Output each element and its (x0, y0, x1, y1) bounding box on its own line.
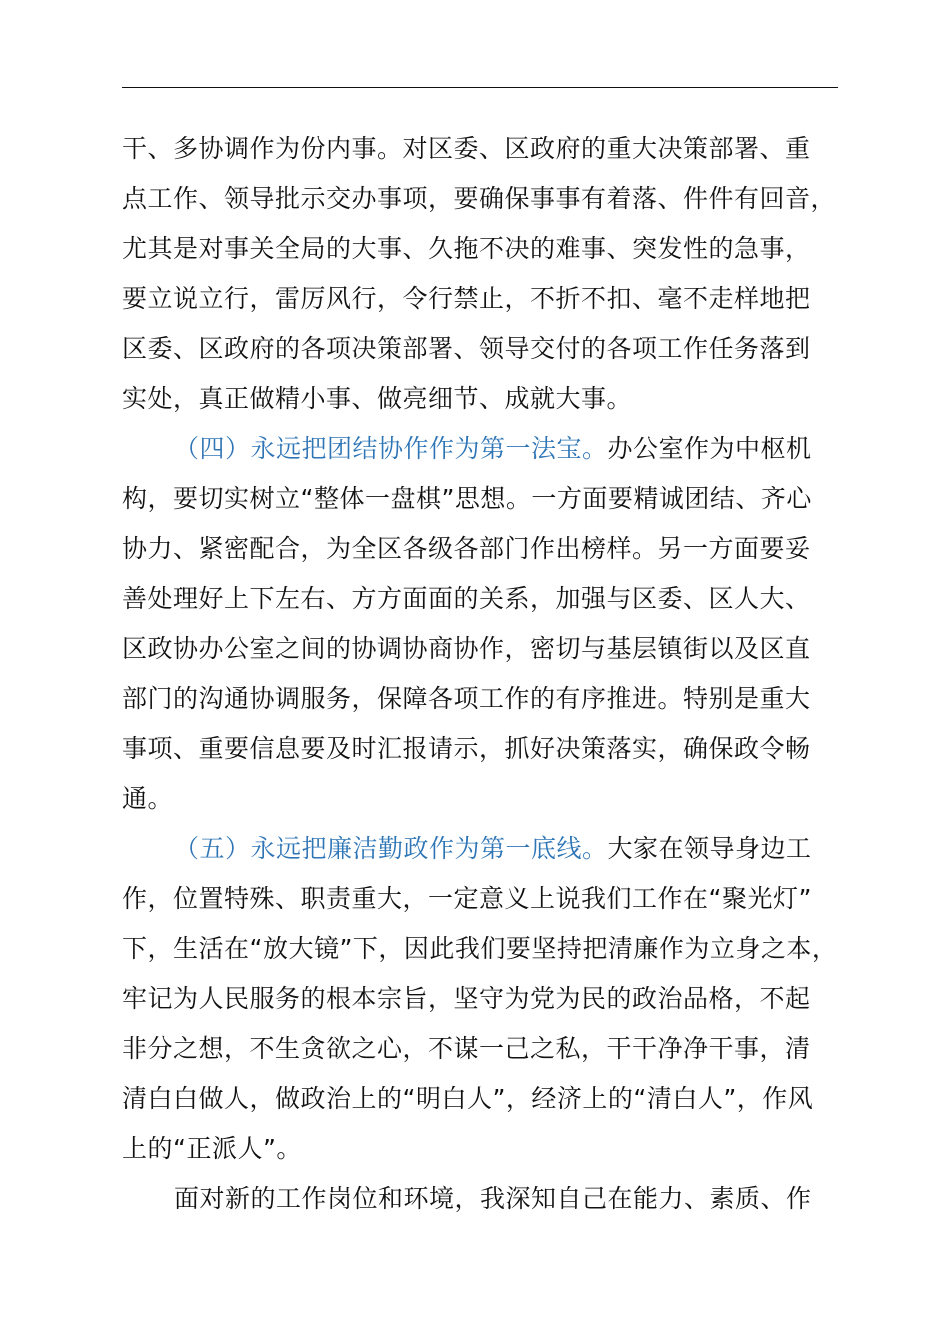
text-line-5: 区委、区政府的各项决策部署、领导交付的各项工作任务落到 (122, 334, 811, 363)
section-five-first-line: （五）永远把廉洁勤政作为第一底线。大家在领导身边工 (174, 834, 812, 863)
text-line-17: 下，生活在“放大镜”下，因此我们要坚持把清廉作为立身之本， (122, 934, 838, 963)
text-line-18: 牢记为人民服务的根本宗旨，坚守为党为民的政治品格，不起 (122, 984, 811, 1013)
text-line-4: 要立说立行，雷厉风行，令行禁止，不折不扣、毫不走样地把 (122, 284, 811, 313)
text-line-9: 协力、紧密配合，为全区各级各部门作出榜样。另一方面要妥 (122, 534, 811, 563)
text-line-8: 构，要切实树立“整体一盘棋”思想。一方面要精诚团结、齐心 (122, 484, 812, 513)
text-line-20: 清白白做人，做政治上的“明白人”，经济上的“清白人”，作风 (122, 1084, 814, 1113)
header-rule (122, 87, 838, 88)
text-line-3: 尤其是对事关全局的大事、久拖不决的难事、突发性的急事， (122, 234, 811, 263)
closing-paragraph-first-line: 面对新的工作岗位和环境，我深知自己在能力、素质、作 (174, 1184, 812, 1213)
section-five-heading: （五）永远把廉洁勤政作为第一底线。 (174, 834, 608, 863)
text-line-19: 非分之想，不生贪欲之心，不谋一己之私，干干净净干事，清 (122, 1034, 811, 1063)
text-line-14: 通。 (122, 784, 174, 813)
text-line-6: 实处，真正做精小事、做亮细节、成就大事。 (122, 384, 633, 413)
section-four-first-line: （四）永远把团结协作作为第一法宝。办公室作为中枢机 (174, 434, 812, 463)
text-line-10: 善处理好上下左右、方方面面的关系，加强与区委、区人大、 (122, 584, 811, 613)
text-line-13: 事项、重要信息要及时汇报请示，抓好决策落实，确保政令畅 (122, 734, 811, 763)
section-four-heading: （四）永远把团结协作作为第一法宝。 (174, 434, 608, 463)
document-body (122, 124, 838, 1224)
text-line-1: 干、多协调作为份内事。对区委、区政府的重大决策部署、重 (122, 134, 811, 163)
text-line-21: 上的“正派人”。 (122, 1134, 302, 1163)
text-line-2: 点工作、领导批示交办事项，要确保事事有着落、件件有回音， (122, 184, 837, 213)
text-line-16: 作，位置特殊、职责重大，一定意义上说我们工作在“聚光灯” (122, 884, 812, 913)
text-line-11: 区政协办公室之间的协调协商协作，密切与基层镇街以及区直 (122, 634, 811, 663)
text-line-12: 部门的沟通协调服务，保障各项工作的有序推进。特别是重大 (122, 684, 811, 713)
